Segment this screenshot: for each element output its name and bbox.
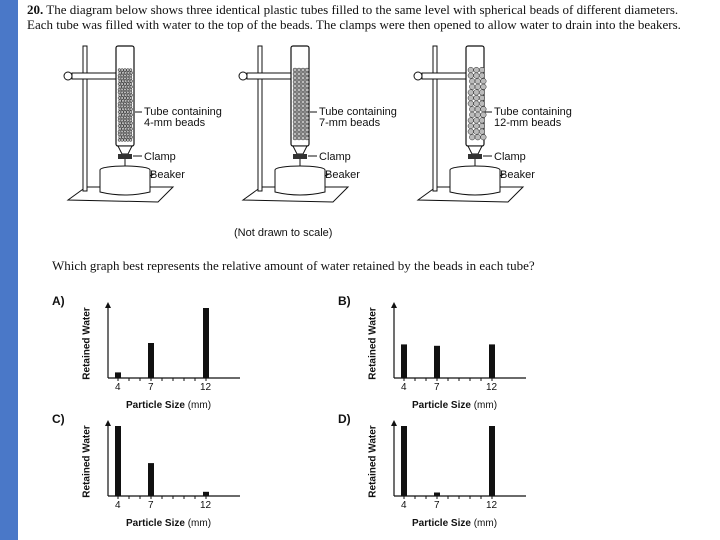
option-c-label[interactable]: C): [52, 412, 65, 426]
option-a-graph[interactable]: [76, 298, 306, 416]
x-tick-label: 12: [486, 500, 498, 511]
bar-12mm: [203, 308, 209, 378]
pinch-clamp: [118, 154, 132, 159]
x-tick-label: 4: [401, 500, 407, 511]
question-body: The diagram below shows three identical plastic tubes filled to the same level with spherical beads of different diameters. Each tube was filled with water to the top of the beads. The clamps were then opened to allow water to drain into the beakers.: [27, 2, 681, 32]
beaker-label: Beaker: [150, 169, 185, 181]
clamp-label: Clamp: [319, 151, 351, 163]
clamp-knob: [239, 72, 247, 80]
beads: [118, 69, 133, 142]
question-text: [27, 2, 695, 32]
bar-7mm: [148, 343, 154, 378]
tube-label: Tube containing: [319, 106, 397, 118]
x-tick-label: 4: [401, 382, 407, 393]
slide-accent-bar: [0, 0, 18, 540]
stand-rod: [433, 46, 437, 191]
clamp-knob: [414, 72, 422, 80]
bar-4mm: [401, 344, 407, 378]
apparatus-set-1: [58, 42, 238, 217]
beaker-body: [275, 170, 325, 195]
option-b-graph[interactable]: [362, 298, 592, 416]
x-axis-label: Particle Size (mm): [126, 400, 212, 411]
tube-label: Tube containing: [494, 106, 572, 118]
beaker-label: Beaker: [500, 169, 535, 181]
x-tick-label: 12: [200, 382, 212, 393]
x-axis-label: Particle Size (mm): [126, 518, 212, 529]
x-tick-label: 7: [434, 382, 440, 393]
y-axis-label: Retained Water: [81, 307, 93, 380]
beaker-body: [100, 170, 150, 195]
x-tick-label: 4: [115, 500, 121, 511]
pinch-clamp: [468, 154, 482, 159]
bead-label: 7-mm beads: [319, 117, 381, 129]
question-number: 20.: [27, 2, 44, 17]
bar-7mm: [434, 346, 440, 378]
apparatus-diagram: [58, 42, 618, 232]
y-axis-label: Retained Water: [367, 307, 379, 380]
bar-7mm: [148, 463, 154, 496]
option-d-label[interactable]: D): [338, 412, 351, 426]
bar-12mm: [203, 492, 209, 496]
tube-tip: [468, 146, 482, 154]
bar-12mm: [489, 344, 495, 378]
clamp-label: Clamp: [144, 151, 176, 163]
tube-tip: [118, 146, 132, 154]
bead-label: 12-mm beads: [494, 117, 562, 129]
x-axis-label: Particle Size (mm): [412, 518, 498, 529]
clamp-label: Clamp: [494, 151, 526, 163]
tube-label: Tube containing: [144, 106, 222, 118]
stand-rod: [83, 46, 87, 191]
x-tick-label: 7: [148, 500, 154, 511]
x-tick-label: 7: [434, 500, 440, 511]
bar-12mm: [489, 426, 495, 496]
x-tick-label: 12: [200, 500, 212, 511]
tube-tip: [293, 146, 307, 154]
beaker-body: [450, 170, 500, 195]
question-prompt: Which graph best represents the relative amount of water retained by the beads in each tube?: [52, 258, 535, 273]
bar-4mm: [115, 426, 121, 496]
apparatus-set-2: [233, 42, 413, 217]
beaker-label: Beaker: [325, 169, 360, 181]
option-b-label[interactable]: B): [338, 294, 351, 308]
y-axis-label: Retained Water: [367, 425, 379, 498]
beads: [468, 67, 486, 140]
x-tick-label: 12: [486, 382, 498, 393]
apparatus-set-3: [408, 42, 588, 217]
y-axis-arrow: [105, 420, 111, 426]
x-axis-label: Particle Size (mm): [412, 400, 498, 411]
x-tick-label: 4: [115, 382, 121, 393]
bead-label: 4-mm beads: [144, 117, 206, 129]
bar-4mm: [115, 372, 121, 378]
stand-rod: [258, 46, 262, 191]
y-axis-arrow: [105, 302, 111, 308]
bar-7mm: [434, 493, 440, 497]
pinch-clamp: [293, 154, 307, 159]
x-tick-label: 7: [148, 382, 154, 393]
bar-4mm: [401, 426, 407, 496]
option-a-label[interactable]: A): [52, 294, 65, 308]
clamp-knob: [64, 72, 72, 80]
scale-note: (Not drawn to scale): [234, 227, 333, 239]
y-axis-arrow: [391, 420, 397, 426]
option-d-graph[interactable]: [362, 416, 592, 534]
y-axis-arrow: [391, 302, 397, 308]
y-axis-label: Retained Water: [81, 425, 93, 498]
option-c-graph[interactable]: [76, 416, 306, 534]
